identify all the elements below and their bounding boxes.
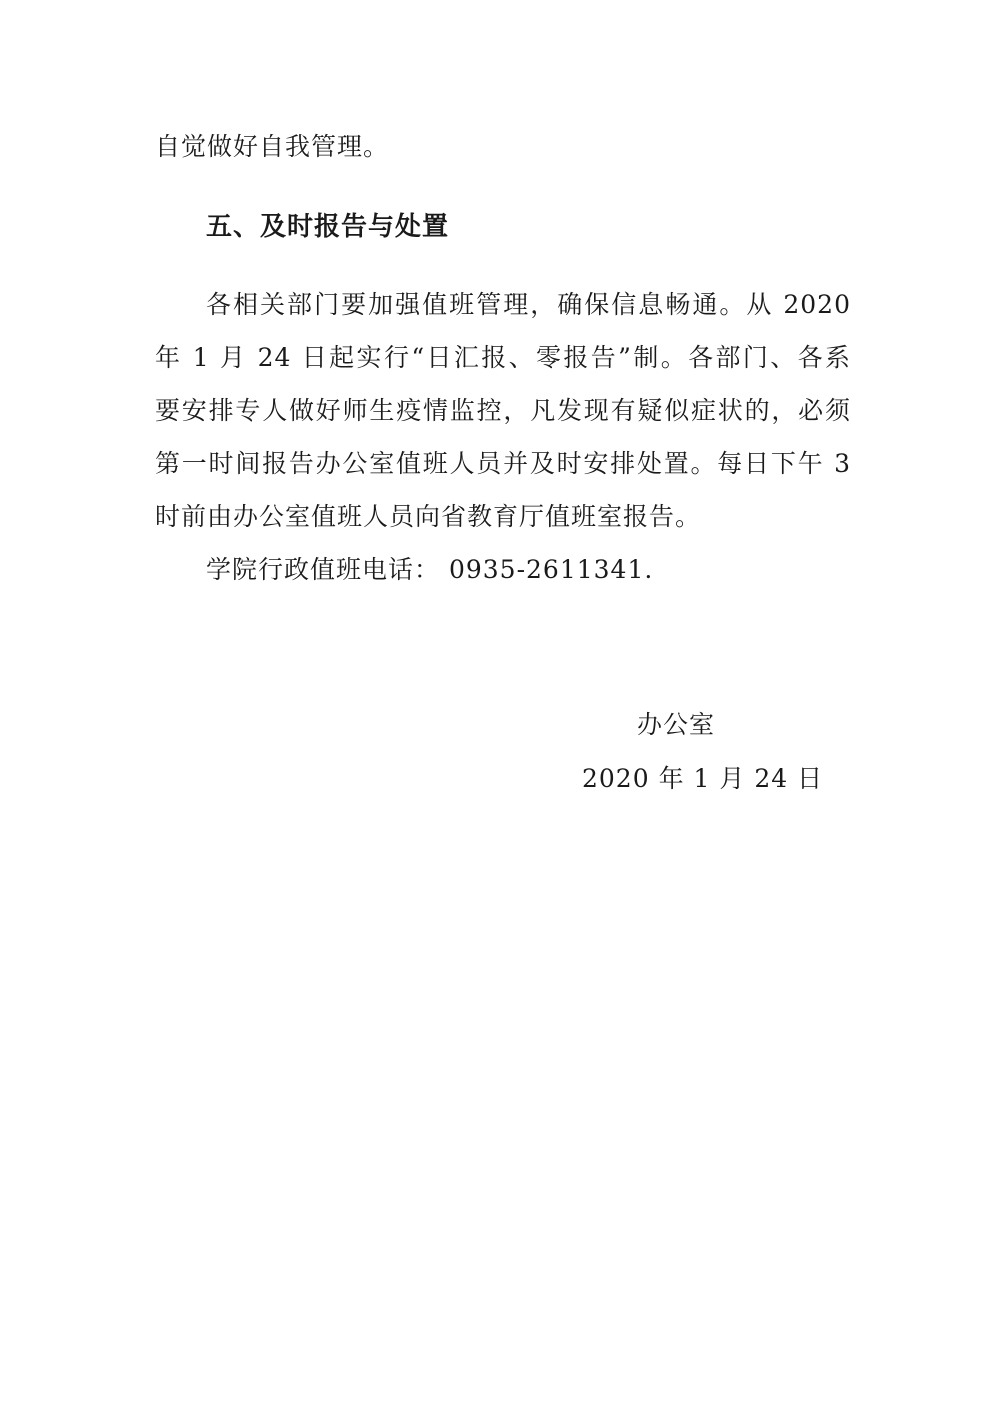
signature-office: 办公室 [637, 710, 716, 739]
paragraph-line-4: 第一时间报告办公室值班人员并及时安排处置。每日下午 3 [155, 449, 851, 478]
paragraph-line-5: 时前由办公室值班人员向省教育厅值班室报告。 [155, 502, 702, 531]
paragraph-line-3: 要安排专人做好师生疫情监控，凡发现有疑似症状的，必须 [155, 396, 851, 425]
duty-phone-line: 学院行政值班电话： 0935-2611341. [206, 555, 654, 584]
section-heading: 五、及时报告与处置 [206, 212, 450, 242]
signature-date: 2020 年 1 月 24 日 [582, 764, 824, 793]
continuation-line: 自觉做好自我管理。 [155, 132, 390, 161]
paragraph-line-1: 各相关部门要加强值班管理，确保信息畅通。从 2020 [206, 290, 851, 319]
paragraph-line-2: 年 1 月 24 日起实行“日汇报、零报告”制。各部门、各系 [155, 343, 851, 372]
